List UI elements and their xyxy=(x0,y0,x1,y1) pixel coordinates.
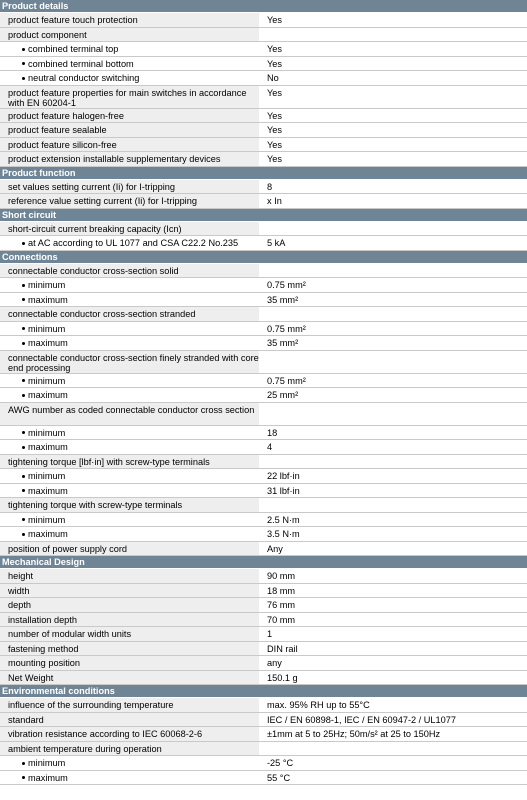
spec-label-text: combined terminal top xyxy=(28,44,119,54)
spec-label-text: product component xyxy=(8,29,87,40)
spec-label-text: maximum xyxy=(28,390,68,400)
spec-value: -25 °C xyxy=(259,756,527,770)
bullet-icon xyxy=(22,298,25,301)
spec-label-text: Net Weight xyxy=(8,672,54,683)
spec-label-text: maximum xyxy=(28,772,68,783)
spec-value: Yes xyxy=(259,138,527,152)
spec-label-text: maximum xyxy=(28,442,68,452)
spec-label xyxy=(0,152,259,166)
spec-value: Yes xyxy=(259,152,527,166)
spec-label-text: standard xyxy=(8,714,44,725)
spec-label xyxy=(0,455,259,469)
spec-value: 25 mm² xyxy=(259,388,527,402)
spec-label-text: product feature silicon-free xyxy=(8,139,117,150)
bullet-icon xyxy=(22,242,25,245)
section-header-product-function: Product function xyxy=(0,167,527,180)
spec-sub-label xyxy=(0,440,259,454)
spec-label-text: AWG number as coded connectable conductor cross section xyxy=(8,404,255,415)
spec-label xyxy=(0,727,259,741)
bullet-icon xyxy=(22,431,25,434)
spec-row xyxy=(0,123,527,138)
spec-value: 22 lbf·in xyxy=(259,469,527,483)
spec-label-text: minimum xyxy=(28,375,66,386)
spec-value: 0.75 mm² xyxy=(259,374,527,388)
spec-label xyxy=(0,642,259,656)
spec-label xyxy=(0,123,259,137)
spec-row xyxy=(0,322,527,337)
spec-label-text: minimum xyxy=(28,323,66,334)
spec-label-text: tightening torque with screw-type terminals xyxy=(8,500,183,510)
spec-row xyxy=(0,426,527,441)
section-header-product-details: Product details xyxy=(0,0,527,13)
spec-label xyxy=(0,222,259,236)
spec-label xyxy=(0,656,259,670)
bullet-icon xyxy=(22,342,25,345)
spec-label xyxy=(0,351,259,373)
spec-row xyxy=(0,109,527,124)
bullet-icon xyxy=(22,518,25,521)
spec-label-text: maximum xyxy=(28,294,68,305)
spec-value: Yes xyxy=(259,109,527,123)
spec-row xyxy=(0,180,527,195)
spec-label-text: product feature properties for main switches in accordance with EN 60204-1 xyxy=(8,87,247,108)
spec-label xyxy=(0,584,259,598)
spec-label xyxy=(0,698,259,712)
spec-sub-label xyxy=(0,513,259,527)
spec-label-text: maximum xyxy=(28,529,68,539)
spec-sub-label xyxy=(0,71,259,85)
spec-value: 31 lbf·in xyxy=(259,484,527,498)
spec-label-text: tightening torque [lbf·in] with screw-type terminals xyxy=(8,456,210,467)
spec-label xyxy=(0,109,259,123)
spec-value: 76 mm xyxy=(259,598,527,612)
spec-row xyxy=(0,42,527,57)
spec-value: 3.5 N·m xyxy=(259,527,527,541)
spec-value xyxy=(259,403,527,425)
spec-row xyxy=(0,351,527,374)
spec-row xyxy=(0,86,527,109)
spec-label-text: maximum xyxy=(28,485,68,496)
spec-row xyxy=(0,57,527,72)
spec-sub-label xyxy=(0,336,259,350)
spec-label xyxy=(0,13,259,27)
spec-row xyxy=(0,71,527,86)
bullet-icon xyxy=(22,62,25,65)
spec-sub-label xyxy=(0,527,259,541)
spec-row xyxy=(0,742,527,757)
spec-value: any xyxy=(259,656,527,670)
bullet-icon xyxy=(22,379,25,382)
spec-value: No xyxy=(259,71,527,85)
spec-label-text: connectable conductor cross-section stranded xyxy=(8,309,196,319)
spec-value: 5 kA xyxy=(259,236,527,250)
spec-value: Yes xyxy=(259,13,527,27)
spec-value: 4 xyxy=(259,440,527,454)
spec-row xyxy=(0,484,527,499)
spec-label xyxy=(0,569,259,583)
bullet-icon xyxy=(22,77,25,80)
spec-row xyxy=(0,698,527,713)
bullet-icon xyxy=(22,776,25,779)
spec-label xyxy=(0,598,259,612)
spec-value: 150.1 g xyxy=(259,671,527,685)
spec-label-text: height xyxy=(8,571,34,581)
spec-label xyxy=(0,264,259,278)
spec-value xyxy=(259,351,527,373)
spec-label-text: ambient temperature during operation xyxy=(8,743,162,754)
spec-label xyxy=(0,403,259,425)
spec-row xyxy=(0,569,527,584)
spec-value: 90 mm xyxy=(259,569,527,583)
spec-value: 2.5 N·m xyxy=(259,513,527,527)
spec-label-text: product feature touch protection xyxy=(8,15,138,25)
spec-row xyxy=(0,374,527,389)
spec-value: 18 xyxy=(259,426,527,440)
spec-value: Yes xyxy=(259,42,527,56)
spec-label-text: minimum xyxy=(28,471,66,481)
spec-label xyxy=(0,542,259,556)
spec-row xyxy=(0,28,527,43)
spec-label xyxy=(0,138,259,152)
spec-label-text: product feature halogen-free xyxy=(8,110,124,121)
spec-sub-label xyxy=(0,771,259,785)
spec-sub-label xyxy=(0,388,259,402)
spec-label-text: product feature sealable xyxy=(8,125,107,135)
spec-value xyxy=(259,498,527,512)
spec-label-text: number of modular width units xyxy=(8,629,132,639)
spec-value: 35 mm² xyxy=(259,336,527,350)
spec-row xyxy=(0,455,527,470)
spec-row xyxy=(0,513,527,528)
spec-row xyxy=(0,542,527,557)
spec-value xyxy=(259,222,527,236)
spec-row xyxy=(0,498,527,513)
spec-label xyxy=(0,498,259,512)
spec-label-text: position of power supply cord xyxy=(8,543,127,554)
bullet-icon xyxy=(22,446,25,449)
spec-value: Any xyxy=(259,542,527,556)
spec-sub-label xyxy=(0,322,259,336)
spec-label-text: reference value setting current (Ii) for I-tripping xyxy=(8,196,197,206)
spec-value: Yes xyxy=(259,123,527,137)
spec-row xyxy=(0,293,527,308)
spec-row xyxy=(0,713,527,728)
spec-label-text: at AC according to UL 1077 and CSA C22.2 No.235 xyxy=(28,238,239,248)
spec-value: ±1mm at 5 to 25Hz; 50m/s² at 25 to 150Hz xyxy=(259,727,527,741)
spec-label-text: minimum xyxy=(28,280,66,290)
spec-row xyxy=(0,727,527,742)
spec-row xyxy=(0,598,527,613)
section-header-short-circuit: Short circuit xyxy=(0,209,527,222)
spec-label xyxy=(0,742,259,756)
spec-value xyxy=(259,742,527,756)
spec-value: max. 95% RH up to 55°C xyxy=(259,698,527,712)
spec-row xyxy=(0,194,527,209)
spec-sub-label xyxy=(0,293,259,307)
section-header-environmental-conditions: Environmental conditions xyxy=(0,685,527,698)
spec-row xyxy=(0,613,527,628)
spec-sub-label xyxy=(0,374,259,388)
spec-row xyxy=(0,469,527,484)
spec-row xyxy=(0,307,527,322)
spec-value: 0.75 mm² xyxy=(259,322,527,336)
spec-row xyxy=(0,152,527,167)
spec-row xyxy=(0,264,527,279)
spec-sub-label xyxy=(0,42,259,56)
spec-sub-label xyxy=(0,236,259,250)
spec-value: 18 mm xyxy=(259,584,527,598)
spec-row xyxy=(0,403,527,426)
spec-label xyxy=(0,28,259,42)
spec-row xyxy=(0,388,527,403)
spec-row xyxy=(0,584,527,599)
spec-label xyxy=(0,613,259,627)
spec-row xyxy=(0,222,527,237)
spec-value: 55 °C xyxy=(259,771,527,785)
bullet-icon xyxy=(22,762,25,765)
spec-sub-label xyxy=(0,756,259,770)
spec-value: 1 xyxy=(259,627,527,641)
bullet-icon xyxy=(22,394,25,397)
spec-value: x In xyxy=(259,194,527,208)
spec-row xyxy=(0,236,527,251)
spec-row xyxy=(0,627,527,642)
spec-label-text: influence of the surrounding temperature xyxy=(8,700,174,710)
bullet-icon xyxy=(22,284,25,287)
spec-label xyxy=(0,86,259,108)
spec-value: 70 mm xyxy=(259,613,527,627)
spec-label-text: fastening method xyxy=(8,643,79,654)
spec-label xyxy=(0,180,259,194)
spec-row xyxy=(0,278,527,293)
spec-row xyxy=(0,336,527,351)
spec-sub-label xyxy=(0,469,259,483)
spec-label-text: depth xyxy=(8,600,31,610)
section-header-connections: Connections xyxy=(0,251,527,264)
spec-value: 0.75 mm² xyxy=(259,278,527,292)
spec-label-text: combined terminal bottom xyxy=(28,58,134,69)
spec-value xyxy=(259,307,527,321)
spec-label-text: connectable conductor cross-section solid xyxy=(8,265,179,276)
spec-label-text: installation depth xyxy=(8,614,77,625)
spec-sub-label xyxy=(0,426,259,440)
spec-value: Yes xyxy=(259,57,527,71)
spec-row xyxy=(0,756,527,771)
spec-label-text: minimum xyxy=(28,758,66,768)
spec-label-text: product extension installable supplementary devices xyxy=(8,154,221,164)
spec-label-text: maximum xyxy=(28,338,68,348)
spec-label-text: neutral conductor switching xyxy=(28,73,140,83)
spec-row xyxy=(0,771,527,786)
spec-label xyxy=(0,307,259,321)
spec-label xyxy=(0,713,259,727)
spec-row xyxy=(0,527,527,542)
spec-sub-label xyxy=(0,484,259,498)
spec-value: 35 mm² xyxy=(259,293,527,307)
spec-label-text: mounting position xyxy=(8,658,81,668)
spec-row xyxy=(0,671,527,686)
spec-sub-label xyxy=(0,57,259,71)
spec-row xyxy=(0,440,527,455)
spec-value xyxy=(259,28,527,42)
spec-value xyxy=(259,264,527,278)
spec-label-text: vibration resistance according to IEC 60068-2-6 xyxy=(8,729,203,739)
spec-value: IEC / EN 60898-1, IEC / EN 60947-2 / UL1077 xyxy=(259,713,527,727)
spec-value: Yes xyxy=(259,86,527,108)
spec-label-text: connectable conductor cross-section finely stranded with core end processing xyxy=(8,352,259,373)
bullet-icon xyxy=(22,489,25,492)
bullet-icon xyxy=(22,48,25,51)
spec-label-text: set values setting current (Ii) for I-tripping xyxy=(8,181,175,192)
spec-label-text: minimum xyxy=(28,427,66,438)
spec-value: DIN rail xyxy=(259,642,527,656)
spec-label-text: minimum xyxy=(28,514,66,525)
spec-value xyxy=(259,455,527,469)
spec-label-text: short-circuit current breaking capacity (Icn) xyxy=(8,223,182,234)
section-header-mechanical-design: Mechanical Design xyxy=(0,556,527,569)
spec-label xyxy=(0,671,259,685)
bullet-icon xyxy=(22,475,25,478)
spec-label-text: width xyxy=(8,585,30,596)
spec-row xyxy=(0,656,527,671)
bullet-icon xyxy=(22,533,25,536)
spec-row xyxy=(0,642,527,657)
spec-label xyxy=(0,627,259,641)
spec-label xyxy=(0,194,259,208)
spec-row xyxy=(0,138,527,153)
spec-sub-label xyxy=(0,278,259,292)
spec-value: 8 xyxy=(259,180,527,194)
bullet-icon xyxy=(22,327,25,330)
spec-row xyxy=(0,13,527,28)
